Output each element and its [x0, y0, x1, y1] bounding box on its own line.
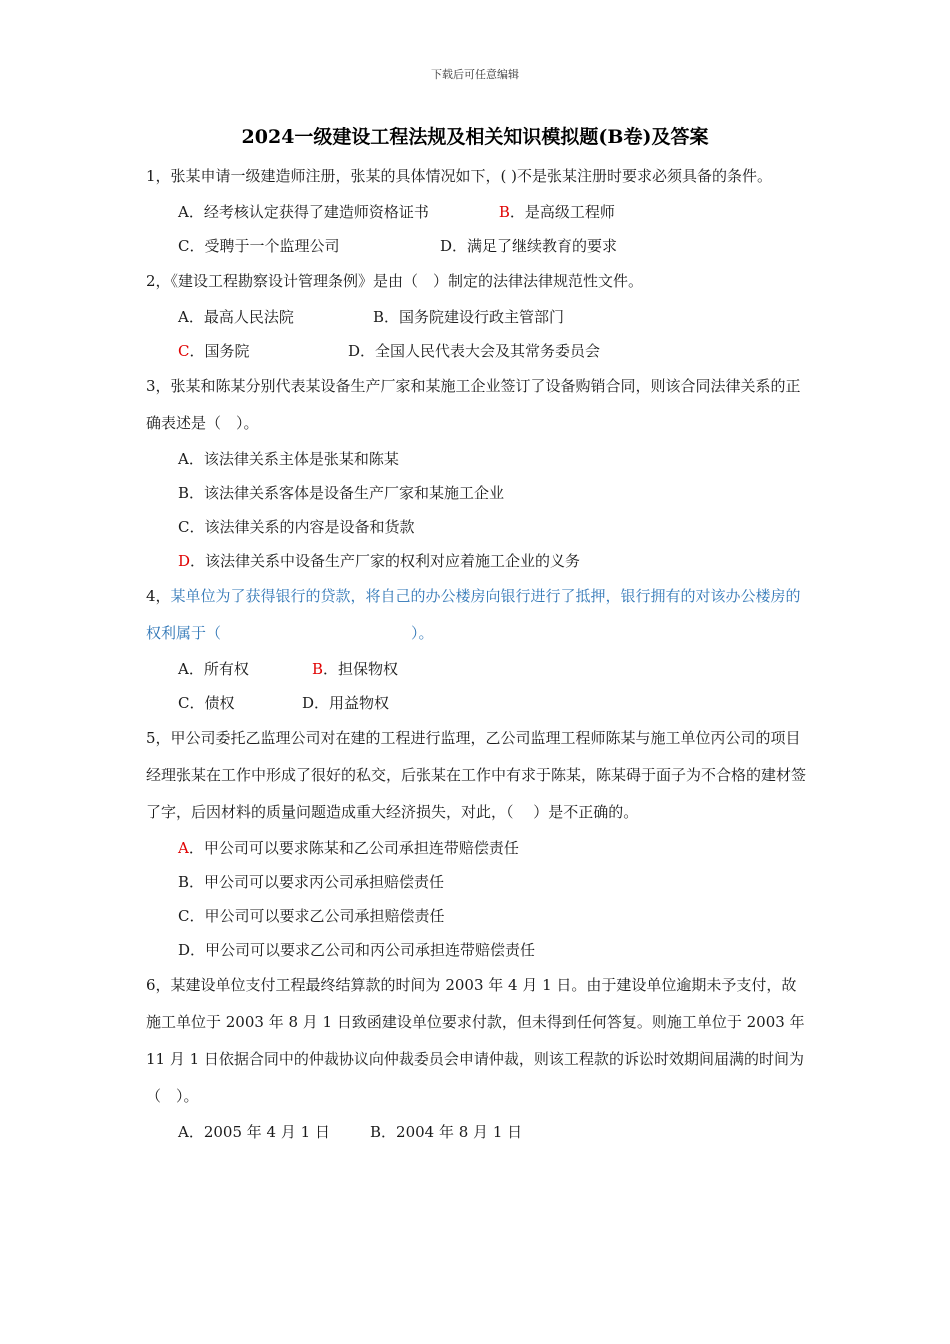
- option-a: A．该法律关系主体是张某和陈某: [178, 450, 399, 468]
- question-stem-highlight: 某单位为了获得银行的贷款，将自己的办公楼房向银行进行了抵押，银行拥有的对该办公楼房的权利属于（: [146, 587, 801, 642]
- question-3: [146, 368, 808, 578]
- option-d: D．用益物权: [302, 694, 390, 712]
- option-row: [146, 300, 808, 334]
- question-list: [146, 158, 808, 1149]
- question-1: [146, 158, 808, 263]
- question-number: 4，: [146, 587, 171, 605]
- question-stem: 6，某建设单位支付工程最终结算款的时间为 2003 年 4 月 1 日。由于建设单位逾期未予支付，故施工单位于 2003 年 8 月 1 日致函建设单位要求付款，但未得到任何答复。则施工单位于 2003 年 11 月 1 日依据合同中的仲裁协议向仲裁委员会申请仲裁，则该工程款的诉讼时效期间届满的时间为（ ）。: [146, 976, 805, 1105]
- option-b: B．国务院建设行政主管部门: [373, 308, 565, 326]
- option-b-answer: B．担保物权: [312, 660, 399, 678]
- option-c: C．该法律关系的内容是设备和货款: [178, 518, 415, 536]
- question-stem: 3，张某和陈某分别代表某设备生产厂家和某施工企业签订了设备购销合同，则该合同法律关系的正确表述是（ ）。: [146, 377, 801, 432]
- document-title: 2024一级建设工程法规及相关知识模拟题(B卷)及答案: [241, 126, 709, 148]
- option-row: [146, 195, 808, 229]
- question-5: [146, 720, 808, 967]
- question-2: [146, 263, 808, 368]
- option-d: D．满足了继续教育的要求: [440, 237, 618, 255]
- option-b: B．甲公司可以要求丙公司承担赔偿责任: [178, 873, 445, 891]
- option-d: D．甲公司可以要求乙公司和丙公司承担连带赔偿责任: [178, 941, 536, 959]
- option-row: [146, 686, 808, 720]
- option-a: A．所有权: [178, 660, 249, 678]
- question-stem-end: ）。: [411, 624, 434, 642]
- option-row: [146, 229, 808, 263]
- option-a: A．2005 年 4 月 1 日: [178, 1123, 330, 1141]
- option-row: [146, 1115, 808, 1149]
- question-stem: 5，甲公司委托乙监理公司对在建的工程进行监理，乙公司监理工程师陈某与施工单位丙公司的项目经理张某在工作中形成了很好的私交，后张某在工作中有求于陈某，陈某碍于面子为不合格的建材签了字，后因材料的质量问题造成重大经济损失，对此，（ ）是不正确的。: [146, 729, 807, 821]
- option-row: [146, 334, 808, 368]
- option-c-answer: C．国务院: [178, 342, 250, 360]
- option-a: A．最高人民法院: [178, 308, 294, 326]
- option-row: [146, 652, 808, 686]
- question-stem: 1，张某申请一级建造师注册，张某的具体情况如下，( )不是张某注册时要求必须具备的条件。: [146, 167, 773, 185]
- option-b: B．该法律关系客体是设备生产厂家和某施工企业: [178, 484, 505, 502]
- option-a-answer: A．甲公司可以要求陈某和乙公司承担连带赔偿责任: [178, 839, 519, 857]
- option-d: D．全国人民代表大会及其常务委员会: [348, 342, 601, 360]
- question-4: [146, 578, 808, 720]
- option-b-answer: B．是高级工程师: [498, 203, 615, 221]
- question-6: [146, 967, 808, 1149]
- option-a: A．经考核认定获得了建造师资格证书: [178, 203, 429, 221]
- option-c: C．受聘于一个监理公司: [178, 237, 340, 255]
- page-header-note: 下载后可任意编辑: [431, 68, 519, 81]
- question-stem: [146, 578, 808, 652]
- option-c: C．甲公司可以要求乙公司承担赔偿责任: [178, 907, 445, 925]
- option-d-answer: D．该法律关系中设备生产厂家的权利对应着施工企业的义务: [178, 552, 581, 570]
- question-stem: 2，《建设工程勘察设计管理条例》是由（ ）制定的法律法律规范性文件。: [146, 272, 644, 290]
- option-b: B．2004 年 8 月 1 日: [370, 1123, 523, 1141]
- option-c: C．债权: [178, 694, 235, 712]
